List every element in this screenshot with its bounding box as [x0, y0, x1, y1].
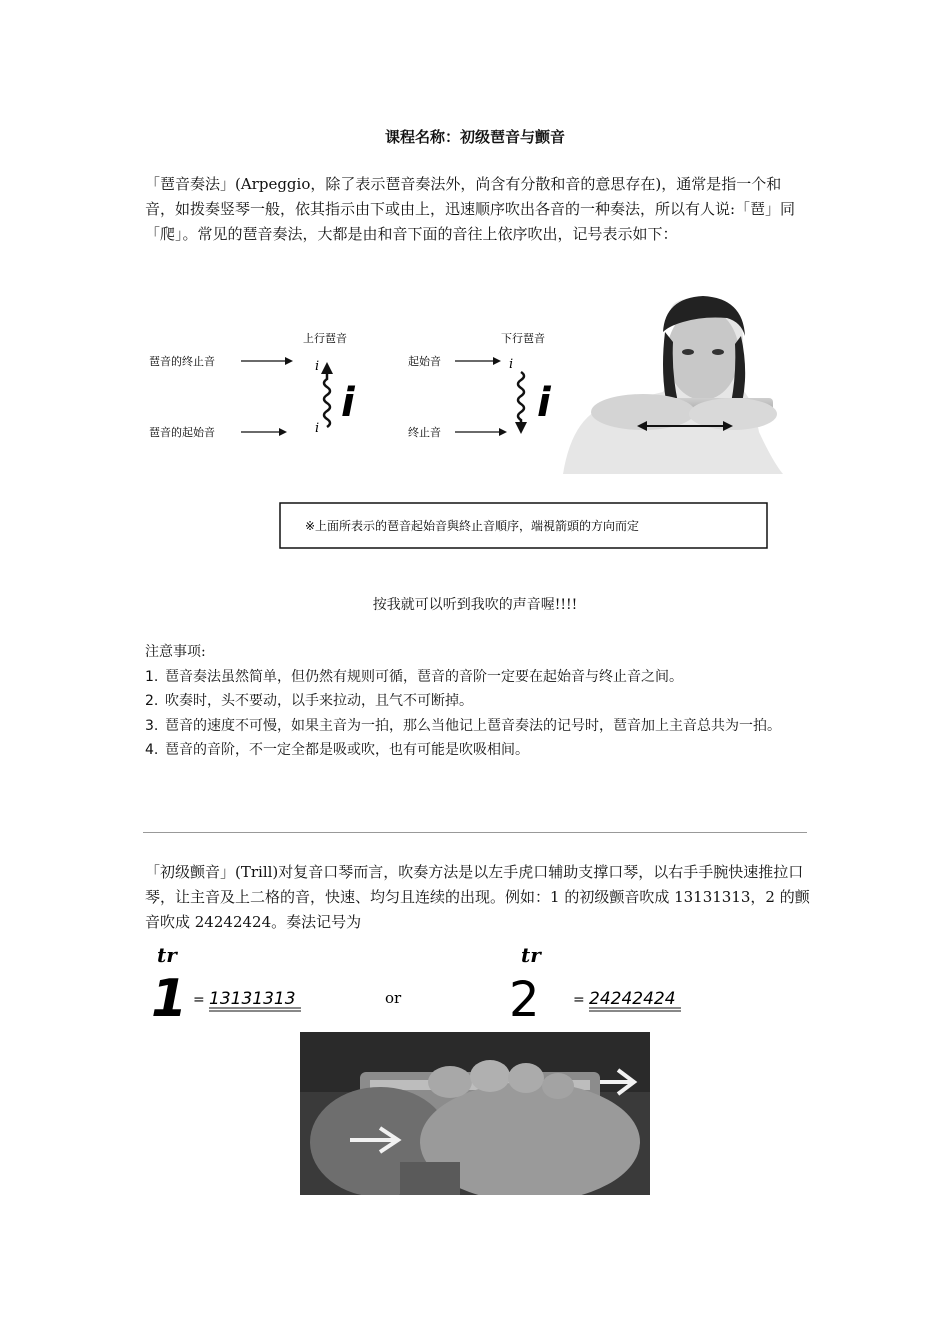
note-text: 琶音的音阶，不一定全都是吸或吹，也有可能是吹吸相间。 — [165, 742, 529, 758]
small-note-top: i — [315, 359, 320, 374]
section-divider — [143, 832, 807, 833]
trill-mark-1: tr — [157, 943, 177, 967]
equals-1: = — [193, 992, 205, 1008]
desc-small-note-top: i — [509, 357, 514, 372]
or-label: or — [385, 989, 402, 1007]
desc-end-label: 终止音 — [408, 426, 441, 439]
big-note-descending: i — [537, 380, 551, 426]
note-number: 4. — [145, 742, 159, 758]
arpeggio-figure — [143, 292, 795, 560]
wavy-up-arrow — [324, 369, 330, 427]
trill-note-2: 2 — [509, 972, 540, 1024]
descending-title: 下行琶音 — [501, 332, 545, 345]
trill-mark-2: tr — [521, 943, 541, 967]
note-item — [145, 689, 805, 714]
page-title: 课程名称：初级琶音与颤音 — [384, 128, 565, 146]
trill-hand-photo — [300, 1032, 650, 1195]
trill-sequence-1: 13131313 — [209, 989, 296, 1009]
trill-notation — [145, 940, 805, 1024]
play-audio-link[interactable]: 按我就可以听到我吹的声音喔!!!! — [372, 597, 578, 613]
note-item — [145, 714, 805, 739]
small-note-bottom: i — [315, 421, 320, 436]
notes-section — [145, 640, 805, 763]
note-number: 3. — [145, 717, 159, 734]
end-note-label: 琶音的终止音 — [149, 355, 215, 368]
equals-2: = — [573, 992, 585, 1008]
ascending-title: 上行琶音 — [303, 332, 347, 345]
player-photo — [563, 296, 783, 474]
trill-note-1: 1 — [151, 969, 188, 1024]
note-number: 1. — [145, 668, 159, 685]
notes-heading: 注意事项: — [145, 644, 206, 660]
note-text: 琶音奏法虽然简单，但仍然有规则可循，琶音的音阶一定要在起始音与终止音之间。 — [165, 668, 683, 685]
trill-paragraph: 「初级颤音」(Trill)对复音口琴而言，吹奏方法是以左手虎口辅助支撑口琴，以右手手腕快速推拉口琴，让主音及上二格的音，快速、均匀且连续的出现。例如：1 的初级颤音吹成 13131313，2 的颤音吹成 24242424。奏法记号为 — [145, 863, 810, 931]
note-number: 2. — [145, 693, 159, 709]
desc-start-label: 起始音 — [408, 355, 441, 368]
note-item — [145, 738, 805, 763]
arpeggio-paragraph: 「琶音奏法」(Arpeggio，除了表示琶音奏法外，尚含有分散和音的意思存在)，通常是指一个和音，如拨奏竖琴一般，依其指示由下或由上，迅速顺序吹出各音的一种奏法，所以有人说:「琶」同「爬」。常见的琶音奏法，大都是由和音下面的音往上依序吹出，记号表示如下： — [145, 175, 796, 243]
wavy-down-arrow — [518, 372, 524, 428]
note-item — [145, 665, 805, 690]
note-text: 琶音的速度不可慢，如果主音为一拍，那么当他记上琶音奏法的记号时，琶音加上主音总共为一拍。 — [165, 717, 781, 734]
trill-sequence-2: 24242424 — [589, 989, 676, 1009]
big-note-ascending: i — [341, 380, 355, 426]
note-text: 吹奏时，头不要动，以手来拉动，且气不可断掉。 — [165, 693, 473, 709]
start-note-label: 琶音的起始音 — [149, 426, 215, 439]
figure-caption: ※上面所表示的琶音起始音與終止音順序，端視箭頭的方向而定 — [305, 519, 640, 533]
